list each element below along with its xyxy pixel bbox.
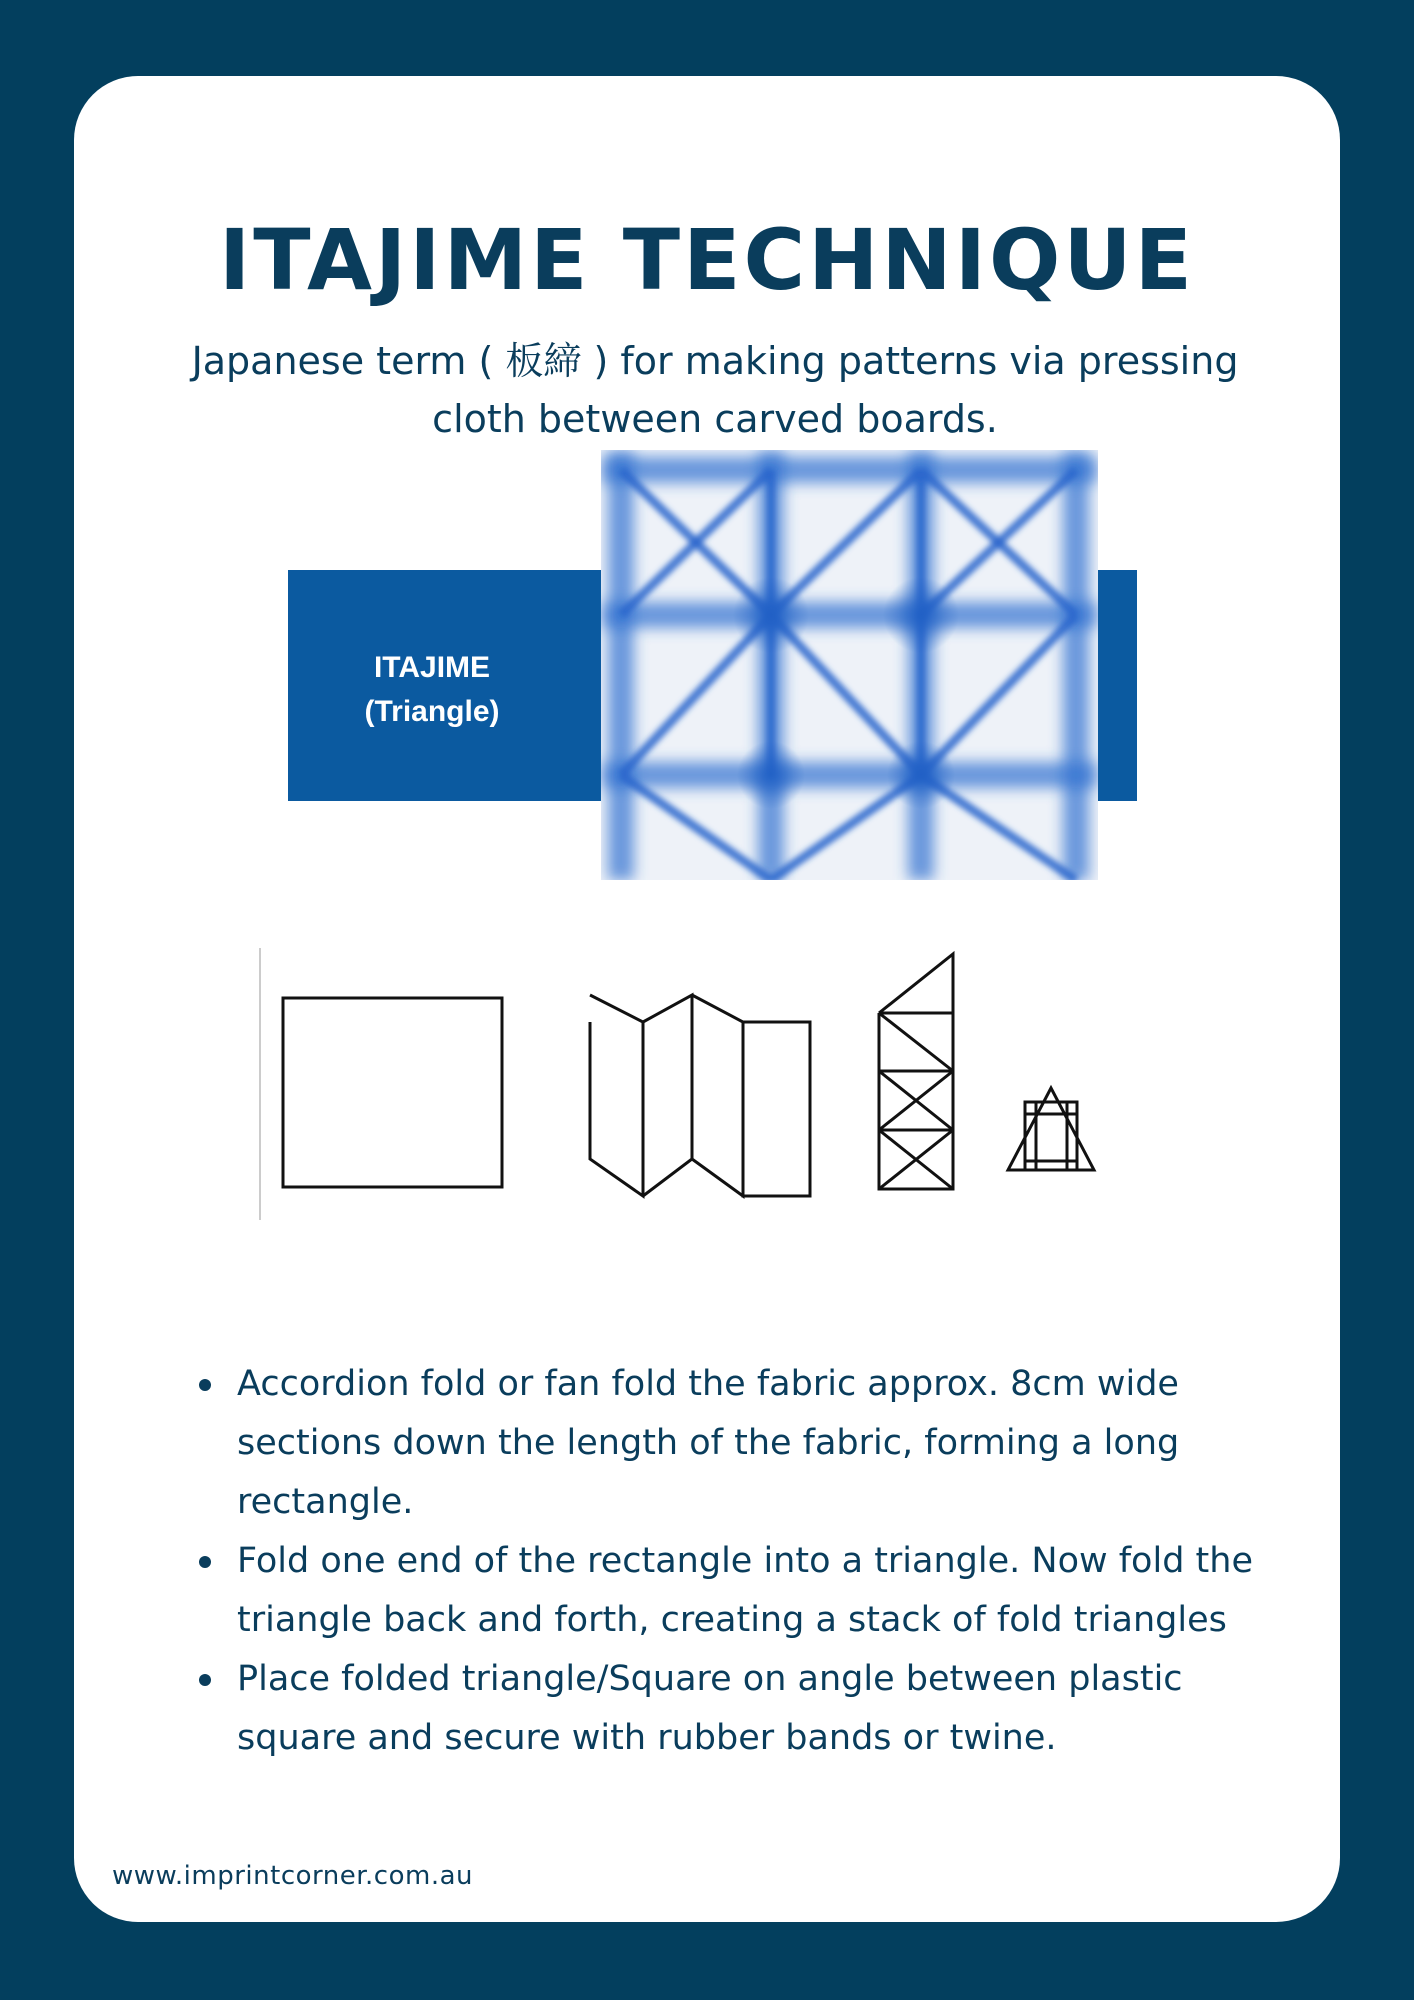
bullet-icon [199, 1379, 211, 1391]
list-item [195, 1355, 1275, 1532]
page-title: ITAJIME TECHNIQUE [219, 211, 1195, 309]
bullet-icon [199, 1556, 211, 1568]
image-label [300, 646, 564, 734]
accordion-fold-icon [590, 995, 810, 1196]
fold-diagrams [256, 940, 1156, 1230]
folded-bundle-icon [1008, 1088, 1094, 1170]
instruction-text: Fold one end of the rectangle into a triangle. Now fold the triangle back and forth, creating a stack of fold triangles [237, 1541, 1253, 1640]
image-label-line2: (Triangle) [364, 695, 500, 728]
list-item [195, 1650, 1275, 1768]
square-fabric-icon [283, 998, 502, 1187]
image-label-line1: ITAJIME [373, 651, 491, 684]
triangle-stack-icon [879, 954, 953, 1189]
bullet-icon [199, 1674, 211, 1686]
subtitle: Japanese term ( 板締 ) for making patterns via pressing cloth between carved boards. [191, 339, 1239, 441]
instruction-text: Accordion fold or fan fold the fabric approx. 8cm wide sections down the length of the fabric, forming a long rectangle. [237, 1364, 1180, 1522]
itajime-fabric-image [601, 450, 1098, 880]
website-link[interactable]: www.imprintcorner.com.au [112, 1861, 473, 1891]
instruction-list [195, 1355, 1275, 1768]
list-item [195, 1532, 1275, 1650]
instruction-text: Place folded triangle/Square on angle between plastic square and secure with rubber bands or twine. [237, 1659, 1183, 1758]
